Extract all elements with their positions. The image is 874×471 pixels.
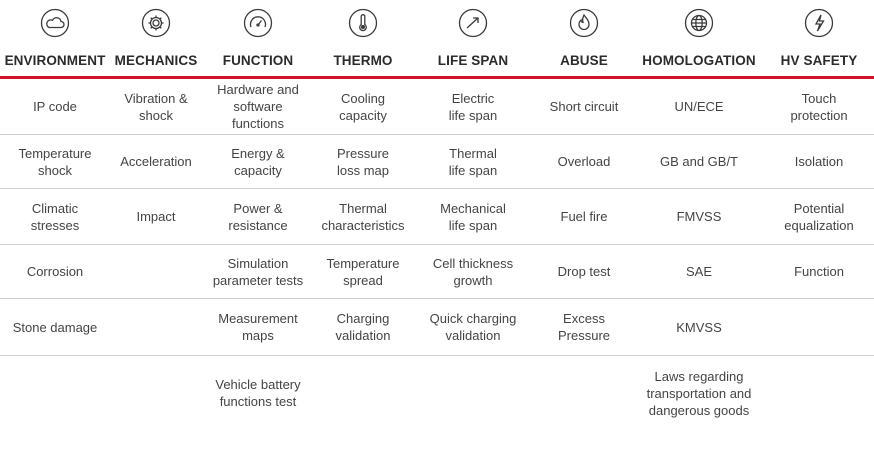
table-cell: Excess Pressure (557, 311, 611, 343)
table-cell: KMVSS (676, 319, 722, 335)
gear-icon (141, 8, 171, 38)
table-cell: IP code (33, 99, 77, 114)
column-header-environment: ENVIRONMENT (4, 52, 106, 68)
table-cell: Measurement maps (218, 311, 298, 343)
table-cell: Touch protection (790, 90, 848, 123)
table-cell: Temperature shock (18, 145, 92, 178)
table-cell: Simulation parameter tests (212, 255, 304, 288)
table-row (0, 189, 874, 245)
table-cell: Acceleration (120, 154, 192, 169)
column-header-homologation: HOMOLOGATION (642, 52, 756, 68)
table-cell: FMVSS (676, 209, 722, 224)
cloud-icon (40, 8, 70, 38)
table-cell: Electric life span (448, 90, 498, 123)
trend-up-icon (458, 8, 488, 38)
table-row (0, 299, 874, 356)
table-cell: Drop test (557, 264, 611, 279)
table-cell: Potential equalization (784, 200, 854, 233)
table-cell: Thermal life span (448, 145, 498, 178)
table-cell: Temperature spread (326, 255, 400, 288)
table-cell: Pressure loss map (336, 145, 390, 178)
table-cell: Laws regarding transportation and dangerous goods (646, 368, 752, 418)
column-header-hv-safety: HV SAFETY (780, 52, 858, 68)
column-header-thermo: THERMO (333, 52, 393, 68)
table-cell: Isolation (794, 154, 844, 169)
table-cell: Vibration & shock (124, 90, 188, 123)
table-row (0, 79, 874, 135)
table-cell: Thermal characteristics (321, 200, 405, 233)
header-row (0, 46, 874, 74)
table-cell: Mechanical life span (440, 200, 506, 233)
column-header-life-span: LIFE SPAN (437, 52, 509, 68)
flame-icon (569, 8, 599, 38)
table-cell: Energy & capacity (231, 145, 285, 178)
table-cell: Quick charging validation (429, 311, 517, 343)
table-cell: Cell thickness growth (432, 255, 514, 288)
table-cell: Charging validation (335, 311, 391, 343)
table-cell: Hardware and software functions (217, 82, 299, 131)
table-cell: Power & resistance (228, 200, 288, 233)
table-cell: Function (794, 264, 844, 279)
speedometer-icon (243, 8, 273, 38)
column-header-abuse: ABUSE (560, 52, 608, 68)
table-cell: Climatic stresses (30, 200, 80, 233)
lightning-icon (804, 8, 834, 38)
globe-icon (684, 8, 714, 38)
thermometer-icon (348, 8, 378, 38)
table-row (0, 245, 874, 299)
table-cell: Corrosion (26, 264, 84, 279)
column-header-mechanics: MECHANICS (114, 52, 198, 68)
table-cell: Overload (557, 154, 611, 169)
table-cell: Impact (136, 209, 176, 224)
column-header-function: FUNCTION (222, 52, 294, 68)
icon-row (0, 0, 874, 46)
table-cell: Fuel fire (560, 209, 608, 224)
table-cell: Cooling capacity (339, 90, 387, 123)
table-cell: SAE (685, 264, 712, 279)
table-row (0, 356, 874, 430)
table-cell: GB and GB/T (659, 154, 739, 169)
table-cell: UN/ECE (674, 99, 724, 114)
table-cell: Short circuit (549, 99, 619, 114)
table-cell: Stone damage (12, 319, 98, 335)
table-row (0, 135, 874, 189)
table-cell: Vehicle battery functions test (215, 377, 301, 409)
